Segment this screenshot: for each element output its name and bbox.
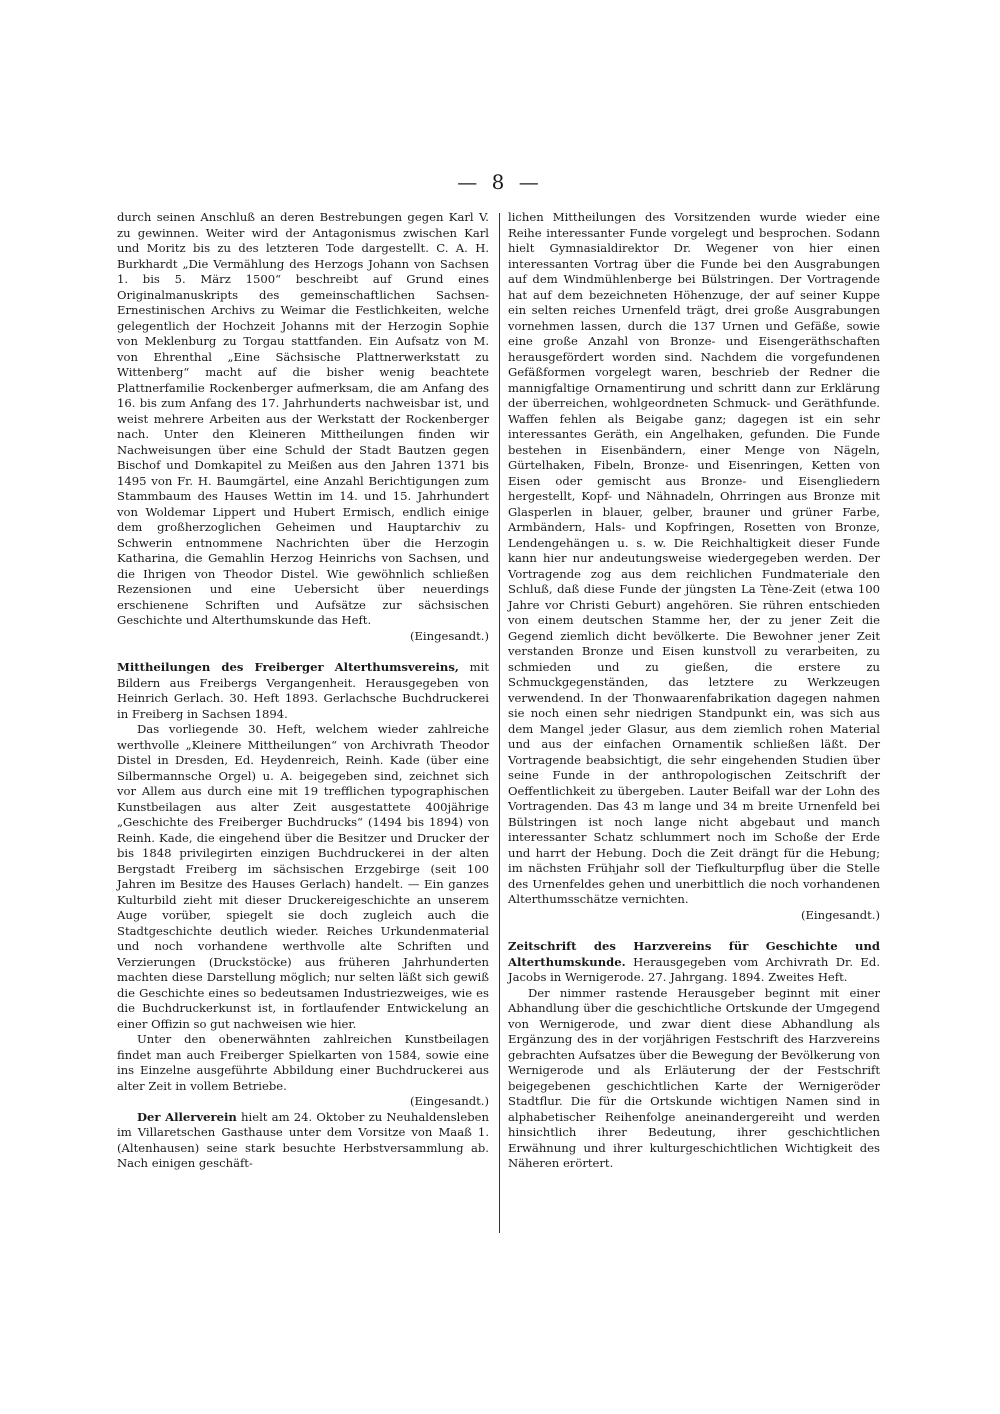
entry-heading: Mittheilungen des Freiberger Alterthumsvereins,: [117, 660, 459, 674]
source-note: (Eingesandt.): [409, 628, 489, 643]
paragraph: lichen Mittheilungen des Vorsitzenden wurde wieder eine Reihe interessanter Funde vorgelegt und besprochen. Sodann hielt Gymnasialdirektor Dr. Wegener von hier einen interessanten Vortrag über die Funde bei den Ausgrabungen auf dem Windmühlenberge bei Bülstringen. Der Vortragende hat auf dem bezeichneten Höhenzuge, der auf seiner Kuppe ein selten reiches Urnenfeld trägt, drei große Ausgrabungen vornehmen lassen, durch die 137 Urnen und Gefäße, sowie eine große Anzahl von Bronze- und Eisengeräthschaften herausgefördert worden sind. Nachdem die vorgefundenen Gefäßformen vorgelegt waren, beschrieb der Redner die mannigfaltige Ornamentirung und schritt dann zur Erklärung der überreichen, wohlgeordneten Schmuck- und Geräthfunde. Waffen fehlen als Beigabe ganz; dagegen ist ein sehr interessantes Geräth, ein Angelhaken, gefunden. Die Funde bestehen in Eisenbändern, einer Menge von Nägeln, Gürtelhaken, Fibeln, Bronze- und Eisenringen, Ketten von Eisen oder gemischt aus Bronze- und Eisengliedern hergestellt, Kopf- und Nähnadeln, Ohrringen aus Bronze mit Glasperlen in blauer, gelber, brauner und grüner Farbe, Armbändern, Hals- und Kopfringen, Rosetten von Bronze, Lendengehängen u. s. w. Die Reichhaltigkeit dieser Funde kann hier nur andeutungsweise wiedergegeben werden. Der Vortragende zog aus dem reichlichen Fundmateriale den Schluß, daß diese Funde der jüngsten La Tène-Zeit (etwa 100 Jahre vor Christi Geburt) angehören. Sie rühren entschieden von einem deutschen Stamme her, der zu jener Zeit die Gegend ziemlich dicht bevölkerte. Die Bewohner jener Zeit verstanden Bronze und Eisen kunstvoll zu verarbeiten, zu schmieden und zu gießen, die erstere zu Schmuckgegenständen, das letztere zu Werkzeugen verwendend. In der Thonwaarenfabrikation dagegen nahmen sie noch einen sehr niedrigen Standpunkt ein, was sich aus dem Mangel jeder Glasur, aus dem ziemlich rohen Material und aus der einfachen Ornamentik schließen läßt. Der Vortragende beabsichtigt, die sehr eingehenden Studien über seine Funde in der anthropologischen Zeitschrift der Oeffentlichkeit zu übergeben. Lauter Beifall war der Lohn des Vortragenden. Das 43 m lange und 34 m breite Urnenfeld bei Bülstringen ist noch lange nicht abgebaut und manch interessanter Schatz schlummert noch im Schoße der Erde und harrt der Hebung. Doch die Zeit drängt für die Hebung; im nächsten Frühjahr soll der Tiefkulturpflug über die Stelle des Urnenfeldes gehen und unerbittlich die noch vorhandenen Alterthumsschätze vernichten.: [508, 210, 880, 906]
entry-text: hielt am 24. Oktober zu Neuhaldensleben im Villaretschen Gasthause unter dem Vorsitze von Maaß 1. (Altenhausen) seine stark besuchte Herbstversammlung ab. Nach einigen geschäft-: [117, 1109, 489, 1170]
paragraph: Das vorliegende 30. Heft, welchem wieder zahlreiche werthvolle „Kleinere Mittheilungen“ von Archivrath Theodor Distel in Dresden, Ed. Heydenreich, Reinh. Kade (über eine Silbermannsche Orgel) u. A. beigegeben sind, zeichnet sich vor Allem aus durch eine mit 19 trefflichen typographischen Kunstbeilagen aus alter Zeit ausgestattete 400jährige „Geschichte des Freiberger Buchdrucks“ (1494 bis 1894) von Reinh. Kade, die eingehend über die Besitzer und Drucker der bis 1848 privilegirten einzigen Buchdruckerei in der alten Bergstadt Freiberg im sächsischen Erzgebirge (seit 100 Jahren im Besitze des Hauses Gerlach) handelt. — Ein ganzes Kulturbild zieht mit dieser Druckereigeschichte an unserem Auge vorüber, spiegelt sie doch zugleich auch die Stadtgeschichte deutlich wieder. Reiches Urkundenmaterial und noch vorhandene werthvolle alte Schriften und Verzierungen (Druckstöcke) aus früheren Jahrhunderten machten diese Darstellung möglich; nur selten läßt sich gewiß die Geschichte eines so bedeutsamen Industriezweiges, wie es die Buchdruckerkunst ist, in fortlaufender Entwickelung an einer Offizin so gut nachweisen wie hier.: [117, 722, 489, 1031]
entry-intro: Herausgegeben vom Archivrath Dr. Ed. Jacobs in Wernigerode. 27. Jahrgang. 1894. Zweites Heft.: [508, 954, 880, 984]
left-column: [117, 210, 489, 1172]
paragraph: Der nimmer rastende Herausgeber beginnt mit einer Abhandlung über die geschichtliche Ortskunde der Umgegend von Wernigerode, und zwar dient diese Abhandlung als Ergänzung des in der vorjährigen Festschrift des Harzvereins gebrachten Aufsatzes über die Bewegung der Bevölkerung von Wernigerode und als Erläuterung der der Festschrift beigegebenen geschichtlichen Karte der Wernigeröder Stadtflur. Die für die Ortskunde wichtigen Namen sind in alphabetischer Reihenfolge aneinandergereiht und werden hinsichtlich ihrer Bedeutung, ihrer geschichtlichen Erwähnung und ihrer kulturgeschichtlichen Wichtigkeit des Näheren erörtert.: [508, 985, 880, 1170]
entry-allerverein: [117, 1110, 489, 1172]
entry-freiberger: [117, 660, 489, 722]
entry-harzverein: [508, 939, 880, 986]
column-divider: [499, 213, 500, 1233]
entry-intro: mit Bildern aus Freibergs Vergangenheit. Herausgegeben von Heinrich Gerlach. 30. Heft 1893. Gerlachsche Buchdruckerei in Freiberg in Sachsen 1894.: [117, 660, 490, 721]
source-note: (Eingesandt.): [800, 907, 880, 922]
paragraph: durch seinen Anschluß an deren Bestrebungen gegen Karl V. zu gewinnen. Weiter wird der Antagonismus zwischen Karl und Moritz bis zu des letzteren Tode dargestellt. C. A. H. Burkhardt „Die Vermählung des Herzogs Johann von Sachsen 1. bis 5. März 1500“ beschreibt auf Grund eines Originalmanuskripts des gemeinschaftlichen Sachsen-Ernestinischen Archivs zu Weimar die Festlichkeiten, welche gelegentlich der Hochzeit Johanns mit der Herzogin Sophie von Meklenburg zu Torgau stattfanden. Ein Aufsatz von M. von Ehrenthal „Eine Sächsische Plattnerwerkstatt zu Wittenberg“ macht auf die bisher wenig beachtete Plattnerfamilie Rockenberger aufmerksam, die am Anfang des 16. bis zum Anfang des 17. Jahrhunderts nachweisbar ist, und weist mehrere Arbeiten aus der Werkstatt der Rockenberger nach. Unter den Kleineren Mittheilungen finden wir Nachweisungen über eine Schuld der Stadt Bautzen gegen Bischof und Domkapitel zu Meißen aus den Jahren 1371 bis 1495 von Fr. H. Baumgärtel, eine Anzahl Berichtigungen zum Stammbaum des Hauses Wettin im 14. und 15. Jahrhundert von Woldemar Lippert und Hubert Ermisch, endlich einige dem großherzoglichen Geheimen und Hauptarchiv zu Schwerin entnommene Nachrichten über die Herzogin Katharina, die Gemahlin Herzog Heinrichs von Sachsen, und die Ihrigen von Theodor Distel. Wie gewöhnlich schließen Rezensionen und eine Uebersicht über neuerdings erschienene Schriften und Aufsätze zur sächsischen Geschichte und Alterthumskunde das Heft.: [117, 210, 489, 627]
source-note: (Eingesandt.): [409, 1094, 489, 1108]
entry-heading: Zeitschrift des Harzvereins für Geschichte und Alterthumskunde.: [508, 939, 880, 969]
entry-heading: Der Allerverein: [137, 1109, 237, 1124]
right-column: [508, 210, 880, 1172]
page-number: — 8 —: [457, 170, 543, 194]
paragraph: Unter den obenerwähnten zahlreichen Kunstbeilagen findet man auch Freiberger Spielkarten von 1584, sowie eine ins Einzelne ausgeführte Abbildung einer Buchdruckerei aus alter Zeit in vollem Betriebe.: [117, 1032, 489, 1093]
